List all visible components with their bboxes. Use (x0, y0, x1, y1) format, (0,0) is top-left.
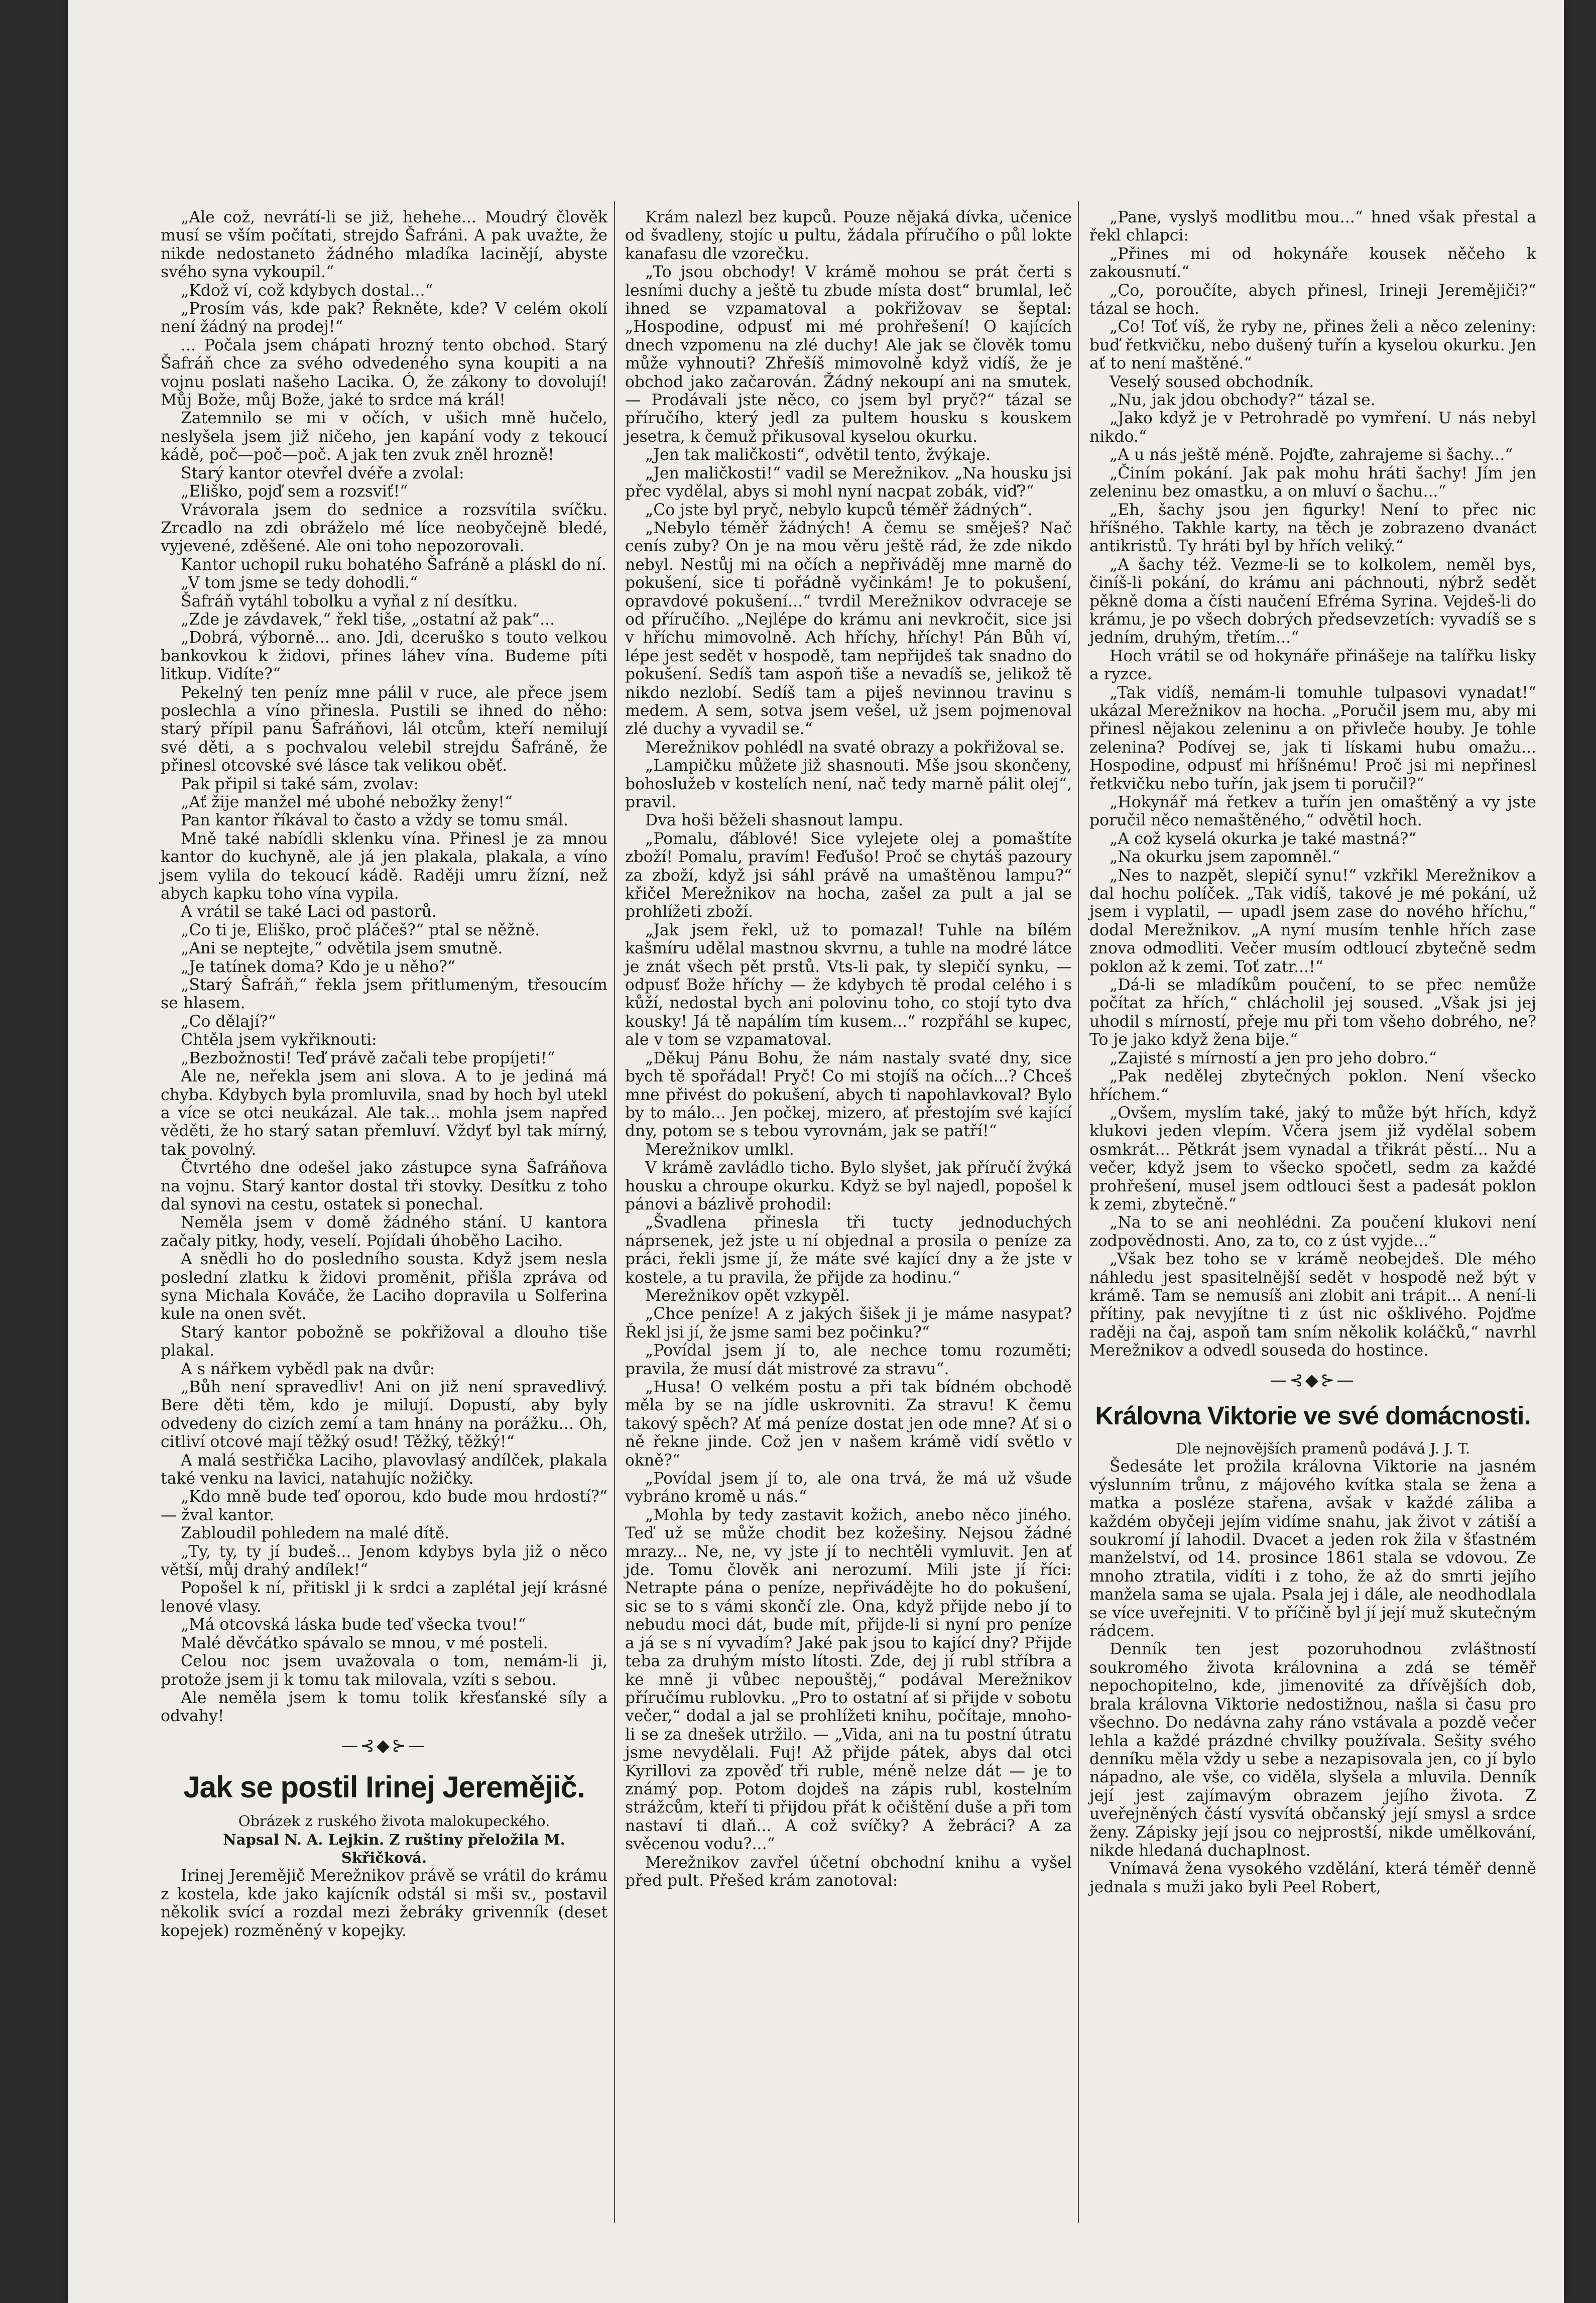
paragraph: „A u nás ještě méně. Pojďte, zahrajeme si šachy...“ (1110, 446, 1513, 464)
story-body (625, 208, 1072, 1890)
story-ending (1089, 208, 1536, 1360)
paragraph: „Lampičku můžete již shasnouti. Mše jsou skončeny, bohoslužeb v kostelích není, nač tedy marně pálit olej“, pravil. (625, 757, 1072, 811)
paragraph: Zatemnilo se mi v očích, v ušich mně hučelo, neslyšela jsem již ničeho, jen kapání vody z tekoucí kádě, poč—poč—poč. A jak ten zvuk zněl hrozně! (161, 409, 607, 464)
paragraph: „Co! Toť víš, že ryby ne, přines želi a něco zeleniny: buď řetkvičku, nebo dušený tuřín a kyselou okurku. Jen ať to není maštěné.“ (1089, 318, 1536, 373)
paragraph: „V tom jsme se tedy dohodli.“ (181, 574, 418, 592)
ornament-divider: —⊰◆⊱— (341, 1735, 427, 1756)
paragraph: Malé děvčátko spávalo se mnou, v mé posteli. (181, 1634, 548, 1652)
paragraph: „Na okurku jsem zapomněl.“ (1110, 848, 1340, 867)
paragraph: „Co dělají?“ (181, 1012, 276, 1031)
paragraph: „Kdo mně bude teď oporou, kdo bude mou hrdostí?“ — žval kantor. (161, 1488, 607, 1524)
paragraph: Pekelný ten peníz mne pálil v ruce, ale přece jsem poslechla a víno přinesla. Pustili se ihned do něho: starý přípil panu Šafráňovi, lál otcům, kteří nemilují své děti, a s pochvalou velebil strejdu Šafráně, že přinesl otcovské své lásce tak velikou oběť. (161, 683, 607, 775)
paragraph: „Bůh není spravedliv! Ani on již není spravedlivý. Bere děti těm, kdo je milují. Dopustí, aby byly odvedeny do cizích zemí a tam hnány na porážku... Oh, citliví otcové mají těžký osud! Těžký, těžký!“ (161, 1378, 607, 1451)
paragraph: Merežnikov pohlédl na svaté obrazy a pokřižoval se. (645, 738, 1065, 757)
paragraph: Irinej Jeremějič Merežnikov právě se vrátil do krámu z kostela, kde jako kajícník odstál si mši sv., postavil několik svící a rozdal mezi žebráky grivenník (deset kopejek) rozměněný v kopejky. (161, 1867, 607, 1940)
paragraph: „Hokynář má řetkev a tuřín jen omaštěný a vy jste poručil něco nemaštěného,“ odvětil hoch. (1089, 793, 1536, 830)
paragraph: V krámě zavládlo ticho. Bylo slyšet, jak příručí žvýká housku a chroupe okurku. Když se byl najedl, popošel k pánovi a bázlivě prohodil: (625, 1159, 1072, 1214)
paragraph: „A šachy též. Vezme-li se to kolkolem, neměl bys, činíš-li pokání, do krámu ani páchnouti, nýbrž sedět pěkně doma a čísti naučení Efréma Syrina. Vejdeš-li do krámu, je po všech dobrých předsevzetích: vyvadíš se s jedním, druhým, třetím...“ (1089, 555, 1536, 647)
paragraph: „Starý Šafráň,“ řekla jsem přitlumeným, třesoucím se hlasem. (161, 976, 607, 1013)
paragraph: „Tak vidíš, nemám-li tomuhle tulpasovi vynadat!“ ukázal Merežnikov na hocha. „Poručil jsem mu, aby mi přinesl nějakou zeleninu a on přivleče houby. Je tohle zelenina? Podívej se, jak ti lískami hubu omažu... Hospodine, odpusť mi hříšnému! Proč jsi mi nepřinesl řetkvičku nebo tuřín, jak jsem ti poručil?“ (1089, 683, 1536, 793)
paragraph: Merežnikov umlkl. (645, 1140, 794, 1159)
paragraph: „Prosím vás, kde pak? Řekněte, kde? V celém okolí není žádný na prodej!“ (161, 300, 607, 336)
paragraph: Vrávorala jsem do sednice a rozsvítila svíčku. Zrcadlo na zdi obráželo mé líce neobyčejně bledé, vyjevené, zděšené. Ale oni toho nepozorovali. (161, 501, 607, 556)
paragraph: Starý kantor otevřel dvéře a zvolal: (181, 464, 464, 482)
paragraph: „Ať žije manžel mé ubohé nebožky ženy!“ (181, 793, 513, 811)
paragraph: „Zde je závdavek,“ řekl tiše, „ostatní až pak“... (181, 610, 555, 629)
paragraph: „Dobrá, výborně... ano. Jdi, dceruško s touto velkou bankovkou k židovi, přines láhev vína. Budeme píti litkup. Vidíte?“ (161, 629, 607, 684)
paragraph: Mně také nabídli sklenku vína. Přinesl je za mnou kantor do kuchyně, ale já jen plakala, plakala, a víno jsem vylila do tekoucí kádě. Raději umru žízní, než abych kapku toho vína vypila. (161, 829, 607, 903)
paragraph: „Ty, ty, ty jí budeš... Jenom kdybys byla již o něco větší, můj drahý andílek!“ (161, 1542, 607, 1580)
paragraph: „Ovšem, myslím také, jaký to může být hřích, když klukovi jeden vlepím. Včera jsem již vydělal sobem osmkrát... Pětkrát jsem vynadal a třikrát pěstí... Nu a večer, když jsem to všecko spočetl, sedm za každé prohřešení, musel jsem odtlouci šest a padesát poklon k zemi, zbytečně.“ (1089, 1104, 1536, 1214)
paragraph: „Bezbožnosti! Teď právě začali tebe propíjeti!“ (181, 1049, 555, 1067)
paragraph: A s nářkem vybědl pak na dvůr: (181, 1360, 435, 1378)
paragraph: A malá sestřička Laciho, plavovlasý andílček, plakala také venku na lavici, natahujíc nožičky. (161, 1451, 607, 1488)
paragraph: Pan kantor říkával to často a vždy se tomu smál. (181, 811, 568, 830)
paragraph: Merežnikov opět vzkypěl. (645, 1286, 850, 1305)
paragraph: Dva hoši běželi shasnout lampu. (645, 811, 904, 830)
paragraph: „Jen maličkosti!“ vadil se Merežnikov. „Na housku jsi přec vydělal, abys si mohl nyní nacpat zobák, viď?“ (625, 464, 1072, 501)
paragraph: „Eliško, pojď sem a rozsviť!“ (181, 482, 408, 501)
paragraph: „Pane, vyslyš modlitbu mou...“ hned však přestal a řekl chlapci: (1089, 208, 1536, 245)
paragraph: „Kdož ví, což kdybych dostal...“ (181, 281, 433, 300)
paragraph: Ale neměla jsem k tomu tolik křesťanské síly a odvahy! (161, 1688, 607, 1726)
column-2 (625, 208, 1072, 1890)
paragraph: „To jsou obchody! V krámě mohou se prát čerti s lesními duchy a ještě tu zbude místa dost“ brumlal, leč ihned se vzpamatoval a pokřižovav se šeptal: „Hospodine, odpusť mi mé prohřešení! O kajících dnech vzpomenu na zlé duchy! Ale jak se člověk tomu může vyhnouti? Zhřešíš mimovolně když vidíš, že je obchod jako začarován. Žádný nekoupí ani na smutek. — Prodávali jste něco, co jsem byl pryč?“ tázal se příručího, který jedl za pultem housku s kouskem jesetra, k čemuž přikusoval kyselou okurku. (625, 263, 1072, 446)
paragraph: Veselý soused obchodník. (1110, 373, 1314, 391)
paragraph: Zabloudil pohledem na malé dítě. (181, 1524, 450, 1543)
paragraph: Celou noc jsem uvažovala o tom, nemám-li ji, protože jsem ji k tomu tak milovala, vzíti s sebou. (161, 1652, 607, 1689)
paragraph: „Povídal jsem jí to, ale nechce tomu rozuměti; pravila, že musí dát mistrové za stravu“. (625, 1342, 1072, 1378)
paragraph: Vnímavá žena vysokého vzdělání, která téměř denně jednala s muži jako byli Peel Robert, (1089, 1860, 1536, 1896)
paragraph: „Jak jsem řekl, už to pomazal! Tuhle na bílém kašmíru udělal mastnou skvrnu, a tuhle na modré látce je znát všech pět prstů. Vts-li pak, ty slepičí synku, — odpusť Bože hříchy — že kdybych tě prodal celého i s kůží, nedostal bych ani polovinu toho, co stojí tyto dva kousky! Já tě napálím tím kusem...“ rozpřáhl se kupec, ale v tom se vzpamatoval. (625, 921, 1072, 1049)
paragraph: „Chce peníze! A z jakých šišek ji je máme nasypat? Řekl jsi jí, že jsme sami bez počinku?“ (625, 1305, 1072, 1342)
article-source: Dle nejnovějších pramenů podává J. J. T. (1175, 1440, 1470, 1457)
paragraph: A vrátil se také Laci od pastorů. (181, 903, 437, 921)
story-title: Jak se postil Irinej Jeremějič. (183, 1770, 585, 1804)
paragraph: „Je tatínek doma? Kdo je u něho?“ (181, 957, 456, 976)
paragraph: ... Počala jsem chápati hrozný tento obchod. Starý Šafráň chce za svého odvedeného syna koupiti a na vojnu poslati našeho Lacika. Ó, že zákony to dovolují! Můj Bože, můj Bože, jaké to srdce má král! (161, 336, 607, 410)
paragraph: Merežnikov zavřel účetní obchodní knihu a vyšel před pult. Přešed krám zanotoval: (625, 1853, 1072, 1890)
story-continuation (161, 208, 607, 1726)
paragraph: „Pak nedělej zbytečných poklon. Není všecko hříchem.“ (1089, 1067, 1536, 1104)
paragraph: „Ani se neptejte,“ odvětila jsem smutně. (181, 939, 503, 958)
paragraph: Šedesáte let prožila královna Viktorie na jasném výslunním trůnu, z májového kvítka stala se žena a matka a posléze stařena, avšak v každé záliba a každém obyčeji jejím vidíme snahu, jak život v zátiší a soukromí jí lahodil. Dvacet a jeden rok žila v šťastném manželství, od 14. prosince 1861 stala se vdovou. Ze mnoho ztratila, vidíti i z toho, že až do smrti jejího manžela sama se ujala. Psala jej i dále, ale neodhodlala se více uveřejniti. V to příčině byl jí její muž skutečným rádcem. (1089, 1458, 1536, 1641)
paragraph: „Činím pokání. Jak pak mohu hráti šachy! Jím jen zeleninu bez omastku, a on mluví o šachu...“ (1089, 464, 1536, 501)
column-rule (614, 201, 615, 2223)
paragraph: „Jen tak maličkosti“, odvětil tento, žvýkaje. (645, 446, 991, 464)
paragraph: „Děkuj Pánu Bohu, že nám nastaly svaté dny, sice bych tě spořádal! Pryč! Co mi stojíš na očích...? Chceš mne přivést do pokušení, abych ti napohlavkoval? Bylo by to málo... Jen počkej, mizero, ať přestojím své kající dny, potom se s tebou vyrovnám, jak se patří!“ (625, 1049, 1072, 1141)
paragraph: Pak připil si také sám, zvolav: (181, 775, 419, 793)
column-rule (1078, 201, 1079, 2223)
paragraph: „Ale což, nevrátí-li se již, hehehe... Moudrý člověk musí se vším počítati, strejdo Šafráni. A pak uvažte, že nikde nedostaneto žádného mladíka lacinějí, abyste svého syna vykoupil.“ (161, 208, 607, 282)
column-1 (161, 208, 607, 1940)
paragraph: „Eh, šachy jsou jen figurky! Není to přec nic hříšného. Takhle karty, na těch je zobrazeno dvanáct antikristů. Ty hráti byl by hřích veliký.“ (1089, 501, 1536, 556)
paragraph: „Co jste byl pryč, nebylo kupců téměř žádných“. (645, 501, 1033, 519)
paragraph: Kantor uchopil ruku bohatého Šafráně a pláskl do ní. (181, 555, 606, 574)
paragraph: Popošel k ní, přitiskl ji k srdci a zaplétal její krásné lenové vlasy. (161, 1579, 607, 1616)
paragraph: „Švadlena přinesla tři tucty jednoduchých náprsenek, jež jste u ní objednal a prosila o peníze za práci, řekli jsme jí, že máte své kající dny a že jste v kostele, a tu pravila, že přijde za hodinu.“ (625, 1214, 1072, 1287)
paragraph: „Přines mi od hokynáře kousek něčeho k zakousnutí.“ (1089, 245, 1536, 282)
paragraph: „Co ti je, Eliško, proč pláčeš?“ ptal se něžně. (181, 921, 540, 939)
paragraph: Denník ten jest pozoruhodnou zvláštností soukromého života královnina a zdá se téměř nepochopitelno, kde, jimenovité za dřívějších dob, brala královna Viktorie nedostižnou, našla si času pro všechno. Do nedávna zahy ráno vstávala a pozdě večer lehla a každé prázdné chvilky používala. Sešity svého denníku měla vždy u sebe a nezapisovala jen, co jí bylo nápadno, ale vše, co viděla, slyšela a mluvila. Denník její jest zajímavým obrazem jejího života. Z uveřejněných částí vysvítá občanský její smysl a srdce ženy. Zápisky její jsou co nejprostší, nikde umělkování, nikde hledaná duchaplnost. (1089, 1640, 1536, 1860)
story-subtitle: Obrázek z ruského života malokupeckého. (238, 1812, 550, 1830)
article-body (1089, 1458, 1536, 1896)
paragraph: „Mohla by tedy zastavit kožich, anebo něco jiného. Teď už se může chodit bez kožešiny. Nejsou žádné mrazy... Ne, ne, vy jste jí to nechtěli vymluvit. Jen ať jde. Tomu člověk ani nerozumí. Mili jste jí říci: Netrapte pána o peníze, nepřivádějte ho do pokušení, sic se to s vámi skončí zle. Ona, když přijde nebo jí to nebudu moci dát, bude mít, přijde-li si nyní pro peníze a já se s ní vyvadím? Jaké pak jsou to kající dny? Přijde teba za druhým místo lítosti. Zde, dej jí rubl stříbra a ke mně ji vůbec nepouštěj,“ podával Merežnikov příručímu rublovku. „Pro to ostatní ať si přijde v sobotu večer,“ dodal a jal se prohlížeti knihu, počítaje, mnoho-li se za dnešek utržilo. — „Vida, ani na tu postní útratu jsme nevydělali. Fuj! Až přijde pátek, abys dal otci Kyrillovi za zpověď tři ruble, méně nelze dát — je to známý pop. Potom dojdeš na zápis rubl, kostelním strážcům, kteří ti přijdou přát k očištění duše a při tom nastaví ti dlaň... A což svíčky? A žebráci? A za svěcenou vodu?...“ (625, 1506, 1072, 1854)
paragraph: „Jako když je v Petrohradě po vymření. U nás nebyl nikdo.“ (1089, 409, 1536, 446)
paragraph: „Nu, jak jdou obchody?“ tázal se. (1110, 391, 1376, 410)
paragraph: „Dá-li se mladíkům poučení, to se přec nemůže počítat za hřích,“ chlácholil jej soused. „Však jsi jej uhodil s mírností, přeje mu při tom všeho dobrého, ne? To je jako když žena bije.“ (1089, 976, 1536, 1049)
paragraph: „Nes to nazpět, slepičí synu!“ vzkřikl Merežnikov a dal hochu políček. „Tak vidíš, takové je mé pokání, už jsem i vyplatil, — upadl jsem zase do nového hříchu,“ dodal Merežnikov. „A nyní musím tenhle hřích zase znova odmodliti. Večer musím odtloucí zbytečně sedm poklon až k zemi. Toť zatr...!“ (1089, 866, 1536, 976)
paragraph: „Má otcovská láska bude teď všecka tvou!“ (181, 1616, 526, 1634)
paragraph: A snědli ho do posledního sousta. Když jsem nesla poslední zlatku k židovi proměnit, přišla zpráva od syna Michala Kováče, že Laciho dopravila u Solferina kule na onen svět. (161, 1250, 607, 1323)
newspaper-page (68, 0, 1564, 2303)
paragraph: „A což kyselá okurka je také mastná?“ (1110, 829, 1417, 848)
column-3 (1089, 208, 1536, 1896)
paragraph: „Na to se ani neohlédni. Za poučení klukovi není zodpovědnosti. Ano, za to, co z úst vyjde...“ (1089, 1214, 1536, 1250)
paragraph: „Pomalu, ďáblové! Sice vylejete olej a pomaštíte zboží! Pomalu, pravím! Feďušo! Proč se chytáš pazoury za zboží, když jsi sáhl právě na umaštěnou lampu?“ křičel Merežnikov na hocha, zašel za pult a jal se prohlížeti zboží. (625, 829, 1072, 921)
paragraph: Chtěla jsem vykřiknouti: (181, 1031, 377, 1049)
paragraph: „Zajisté s mírností a jen pro jeho dobro.“ (1110, 1049, 1437, 1067)
paragraph: Čtvrtého dne odešel jako zástupce syna Šafráňova na vojnu. Starý kantor dostal tři stovky. Desítku z toho dal synovi na cestu, ostatek si ponechal. (161, 1159, 607, 1214)
paragraph: „Husa! O velkém postu a při tak bídném obchodě měla by se na jídle uskrovniti. Za stravu! K čemu takový spěch? Ať má peníze dostat jen ode mne? Ať si o ně řekne jinde. Což jen v našem krámě vidí světlo v okně?“ (625, 1378, 1072, 1470)
ornament-divider: —⊰◆⊱— (1270, 1370, 1356, 1390)
paragraph: Šafráň vytáhl tobolku a vyňal z ní desítku. (181, 592, 518, 611)
paragraph: „Však bez toho se v krámě neobejdeš. Dle mého náhledu jest spasitelnější sedět v hospodě než být v krámě. Tam se nemusíš ani zlobit ani trápit... A není-li přítiny, pak nevyjítne ti z úst nic ošklivého. Pojďme raději na čaj, aspoň tam sním několik koláčků,“ navrhl Merežnikov a odvedl souseda do hostince. (1089, 1250, 1536, 1360)
article-title: Královna Viktorie ve své domácnosti. (1095, 1401, 1531, 1430)
story-byline: Napsal N. A. Lejkin. Z ruštiny přeložila M. Skřičková. (223, 1831, 565, 1866)
paragraph: „Povídal jsem jí to, ale ona trvá, že má už všude vybráno kromě u nás.“ (625, 1470, 1072, 1506)
paragraph: Krám nalezl bez kupců. Pouze nějaká dívka, učenice od švadleny, stojíc u pultu, žádala příručího o půl lokte kanafasu dle vzorečku. (625, 208, 1072, 263)
paragraph: „Co, poroučíte, abych přinesl, Irineji Jeremějiči?“ tázal se hoch. (1089, 281, 1536, 318)
story-opening (161, 1867, 607, 1940)
paragraph: „Nebylo téměř žádných! A čemu se směješ? Nač cenís zuby? On je na mou věru ještě rád, že zde nikdo nebyl. Nestůj mi na očích a nepřiváděj mne marně do pokušení, sice ti pořádně vyčinkám! Je to pokušení, opravdové pokušení...“ tvrdil Merežnikov odvraceje se od příručího. „Nejlépe do krámu ani nevkročit, sice jsi v hříchu mimovolně. Ach hříchy, hříchy! Pán Bůh ví, lépe jest sedět v hospodě, tam nepřijdeš tak snadno do pokušení. Sedíš tam aspoň tiše a nevadíš se, jelikož tě nikdo nezlobí. Sedíš tam a piješ nevinnou travinu s medem. A sem, sotva jsem vešel, už jsem pojmenoval zlé duchy a vyvadil se.“ (625, 519, 1072, 739)
paragraph: Neměla jsem v domě žádného stání. U kantora začaly pitky, hody, veselí. Pojídali úhoběho Laciho. (161, 1214, 607, 1250)
paragraph: Starý kantor pobožně se pokřižoval a dlouho tiše plakal. (161, 1323, 607, 1360)
paragraph: Hoch vrátil se od hokynáře přinášeje na talířku lisky a ryzce. (1089, 647, 1536, 684)
paragraph: Ale ne, neřekla jsem ani slova. A to je jediná má chyba. Kdybych byla promluvila, snad by hoch byl utekl a více se otci neukázal. Ale tak... mohla jsem napřed věděti, že ho starý satan přemluví. Vždyť byl tak mírný, tak povolný. (161, 1067, 607, 1159)
